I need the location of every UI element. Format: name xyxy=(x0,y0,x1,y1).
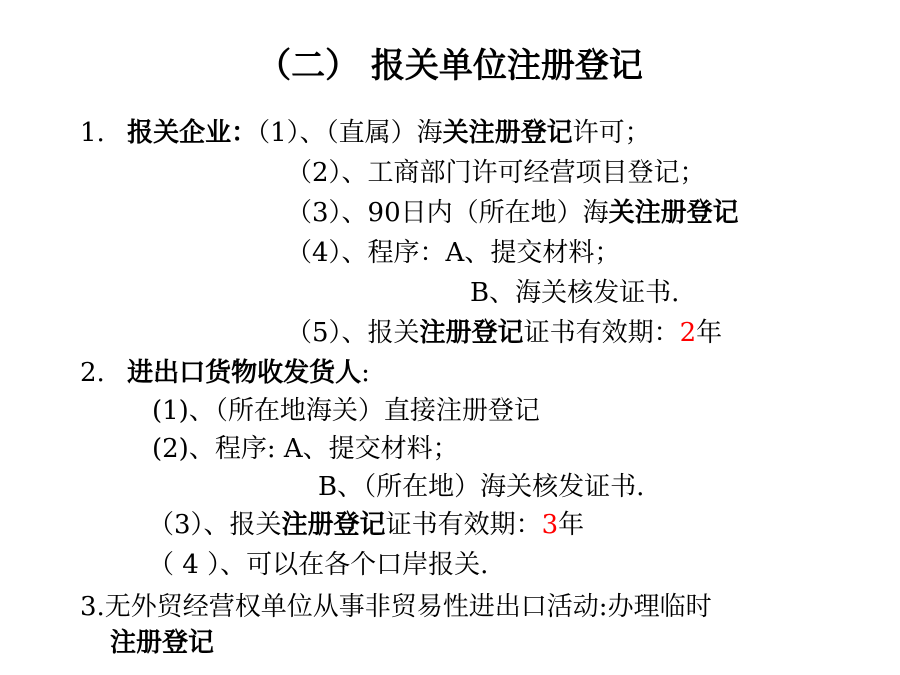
section1-row4b xyxy=(470,276,679,310)
section2-item4: （ 4 ）、可以在各个口岸报关. xyxy=(148,550,489,580)
section2-item3-bold: 注册登记 xyxy=(281,510,386,540)
section2-item3-post: 年 xyxy=(558,510,585,540)
title-normal: 单位 xyxy=(438,46,507,86)
section3-text: 3.无外贸经营权单位从事非贸易性进出口活动:办理临时 xyxy=(80,592,712,622)
section2-row2 xyxy=(152,394,540,428)
section1-row3 xyxy=(286,196,739,230)
section1-item3-bold: 关注册登记 xyxy=(608,198,739,228)
section1-row5 xyxy=(286,316,722,350)
section3-bold-line: 注册登记 xyxy=(110,628,215,658)
section2-row4 xyxy=(148,508,584,542)
section1-item4b: B、海关核发证书. xyxy=(470,278,680,308)
section2-item2: (2)、程序: A、提交材料； xyxy=(152,434,459,464)
section2-num: 2. xyxy=(80,358,105,388)
section2-item3-mid: 证书有效期： xyxy=(385,510,542,540)
section2-item1: (1)、（所在地海关）直接注册登记 xyxy=(152,396,540,426)
section2-item3-num: 3 xyxy=(541,510,559,540)
section2-item2b: B、（所在地）海关核发证书. xyxy=(318,472,645,502)
section3-row2 xyxy=(110,626,214,660)
section1-item5-pre: （5）、报关 xyxy=(286,318,420,348)
section1-item5-num: 2 xyxy=(679,318,697,348)
section1-row2 xyxy=(286,156,706,190)
section1-item3-pre: （3）、90日内（所在地）海 xyxy=(286,198,609,228)
section1-item5-bold: 注册登记 xyxy=(419,318,524,348)
section2-heading: 进出口货物收发货人 xyxy=(127,358,362,388)
section1-row4 xyxy=(286,236,620,270)
section1-num: 1. xyxy=(80,118,105,148)
section2-row5 xyxy=(148,548,488,582)
section1-item2: （2）、工商部门许可经营项目登记； xyxy=(286,158,706,188)
title-suffix: 注册登记 xyxy=(506,46,643,86)
section1-heading: 报关企业： xyxy=(127,118,258,148)
section2-row1 xyxy=(80,356,370,390)
section3-row1 xyxy=(80,590,712,624)
section1-item1-bold: 关注册登记 xyxy=(442,118,573,148)
section2-colon: : xyxy=(361,358,370,388)
section2-row3 xyxy=(152,432,459,466)
section1-item1-post: 许可； xyxy=(572,118,651,148)
section2-item3-pre: （3）、报关 xyxy=(148,510,282,540)
section2-row3b xyxy=(318,470,644,504)
title-prefix: （二） xyxy=(257,46,360,86)
section1-row1 xyxy=(80,116,651,150)
section1-item4: （4）、程序：A、提交材料； xyxy=(286,238,621,268)
page-title xyxy=(0,44,900,88)
title-bold: 报关 xyxy=(370,46,439,86)
section1-item5-post: 年 xyxy=(696,318,723,348)
section1-item1-pre: （1）、（直属）海 xyxy=(257,118,443,148)
section1-item5-mid: 证书有效期： xyxy=(523,318,680,348)
